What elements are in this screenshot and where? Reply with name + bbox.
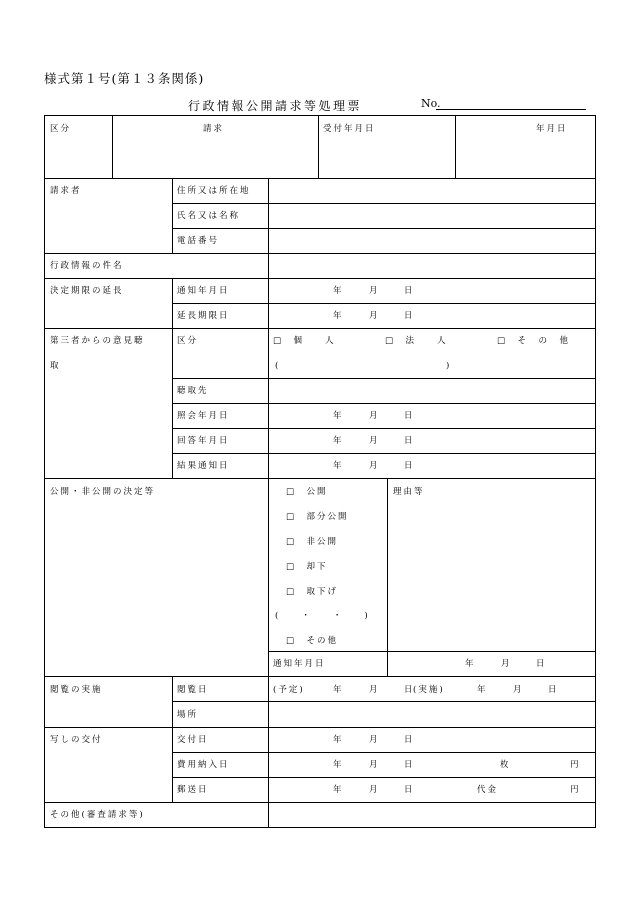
number-label: No.	[421, 97, 441, 110]
mailing-date-label: 郵送日	[177, 785, 209, 795]
decision-notice-date-label: 通知年月日	[273, 659, 326, 669]
date-day: 日	[404, 286, 415, 296]
viewing-date-label: 閲覧日	[177, 685, 209, 695]
name-label: 氏名又は名称	[177, 211, 241, 221]
date-month: 月	[513, 685, 524, 695]
option-corporation-checkbox[interactable]: □ 法 人	[385, 336, 448, 346]
date-year: 年	[333, 461, 344, 471]
paren-open: (	[275, 361, 281, 371]
copy-delivery-label: 写しの交付	[50, 735, 103, 745]
address-field[interactable]	[269, 179, 595, 203]
option-withdraw-checkbox[interactable]: □ 取下げ	[286, 587, 339, 597]
form-number: 様式第１号(第１３条関係)	[44, 71, 205, 86]
option-nondisclose-checkbox[interactable]: □ 非公開	[286, 537, 339, 547]
yen-unit: 円	[570, 785, 581, 795]
extension-notice-date-label: 通知年月日	[177, 286, 230, 296]
name-field[interactable]	[269, 204, 595, 228]
received-date-value: 年月日	[536, 124, 568, 134]
date-month: 月	[369, 311, 380, 321]
date-year: 年	[333, 286, 344, 296]
other-label: その他(審査請求等)	[50, 810, 145, 820]
subject-label: 行政情報の件名	[50, 261, 124, 271]
viewing-place-label: 場所	[177, 710, 199, 720]
phone-field[interactable]	[269, 229, 595, 253]
date-month: 月	[369, 461, 380, 471]
date-year: 年	[333, 685, 344, 695]
third-party-label: 第三者からの意見聴	[50, 336, 145, 346]
date-day: 日	[404, 436, 415, 446]
date-month: 月	[369, 411, 380, 421]
date-year: 年	[465, 659, 476, 669]
subject-field[interactable]	[269, 254, 595, 278]
form-title: 行政情報公開請求等処理票	[188, 99, 363, 113]
request-label: 請求	[203, 124, 225, 134]
date-year: 年	[333, 785, 344, 795]
other-field[interactable]	[269, 803, 595, 827]
date-month: 月	[369, 286, 380, 296]
yen-unit: 円	[570, 760, 581, 770]
date-year: 年	[333, 436, 344, 446]
date-day: 日	[536, 659, 547, 669]
hearing-target-field[interactable]	[269, 379, 595, 403]
result-notice-date-label: 結果通知日	[177, 461, 230, 471]
received-date-label: 受付年月日	[323, 124, 376, 134]
request-field[interactable]	[113, 135, 318, 177]
date-year: 年	[477, 685, 488, 695]
date-day: 日	[404, 461, 415, 471]
date-month: 月	[369, 760, 380, 770]
number-field-line[interactable]	[436, 109, 586, 110]
received-date-field[interactable]	[456, 135, 595, 177]
third-party-other-field[interactable]	[283, 356, 441, 376]
date-year: 年	[333, 411, 344, 421]
option-decision-other-checkbox[interactable]: □ その他	[286, 636, 339, 646]
extended-deadline-label: 延長期限日	[177, 311, 230, 321]
answer-date-label: 回答年月日	[177, 436, 230, 446]
date-day: 日	[404, 685, 415, 695]
option-partial-disclose-checkbox[interactable]: □ 部分公開	[286, 512, 349, 522]
date-year: 年	[333, 760, 344, 770]
price-label: 代金	[477, 785, 499, 795]
fee-paid-date-label: 費用納入日	[177, 760, 230, 770]
option-individual-checkbox[interactable]: □ 個 人	[273, 336, 336, 346]
date-month: 月	[369, 785, 380, 795]
viewing-place-field[interactable]	[269, 702, 595, 726]
option-other-checkbox[interactable]: □ そ の 他	[497, 336, 571, 346]
extension-label: 決定期限の延長	[50, 286, 124, 296]
viewing-label: 閲覧の実施	[50, 685, 103, 695]
date-month: 月	[369, 436, 380, 446]
third-party-category-label: 区分	[177, 336, 199, 346]
date-day: 日	[548, 685, 559, 695]
phone-label: 電話番号	[177, 236, 220, 246]
category-label: 区分	[50, 124, 72, 134]
option-reject-checkbox[interactable]: □ 却下	[286, 562, 328, 572]
inquiry-date-label: 照会年月日	[177, 411, 230, 421]
date-year: 年	[333, 311, 344, 321]
actual-label: (実施)	[413, 685, 445, 695]
requester-label: 請求者	[50, 186, 82, 196]
third-party-label-cont: 取	[50, 361, 61, 371]
date-day: 日	[404, 411, 415, 421]
date-month: 月	[369, 685, 380, 695]
date-month: 月	[501, 659, 512, 669]
option-disclose-checkbox[interactable]: □ 公開	[286, 487, 328, 497]
paren-close: )	[446, 361, 452, 371]
sheets-unit: 枚	[500, 760, 511, 770]
address-label: 住所又は所在地	[177, 186, 251, 196]
date-day: 日	[404, 311, 415, 321]
planned-label: (予定)	[273, 685, 305, 695]
date-year: 年	[333, 735, 344, 745]
delivery-date-label: 交付日	[177, 735, 209, 745]
date-day: 日	[404, 735, 415, 745]
withdraw-date-field[interactable]: ( ・ ・ )	[275, 611, 370, 621]
hearing-target-label: 聴取先	[177, 386, 209, 396]
decision-label: 公開・非公開の決定等	[50, 487, 156, 497]
reason-field[interactable]	[388, 500, 595, 650]
date-day: 日	[404, 785, 415, 795]
date-month: 月	[369, 735, 380, 745]
date-day: 日	[404, 760, 415, 770]
reason-label: 理由等	[393, 487, 425, 497]
